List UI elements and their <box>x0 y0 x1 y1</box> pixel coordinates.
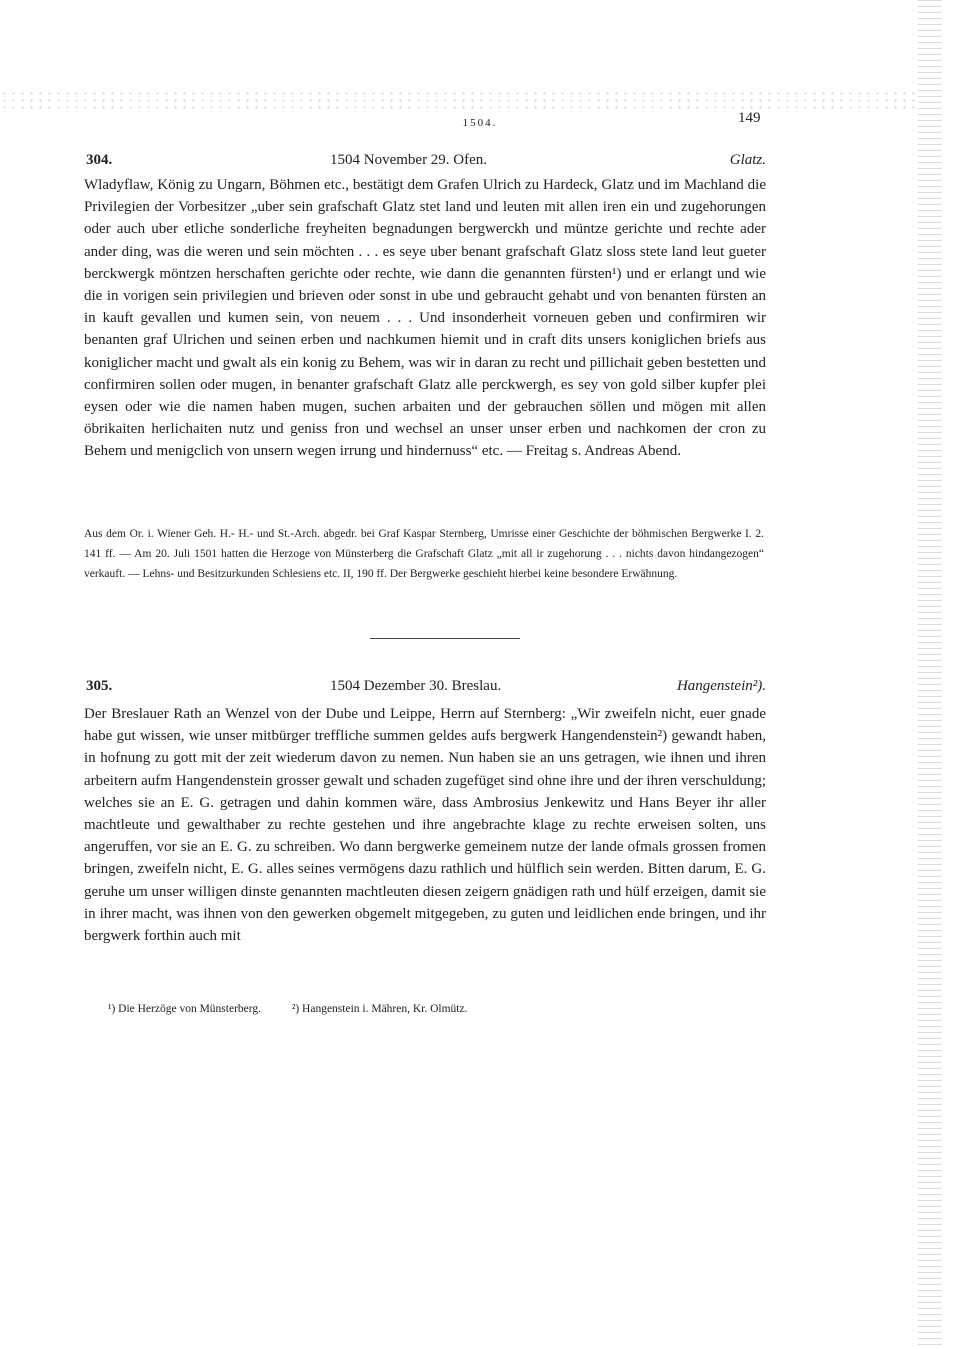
doc-304-text: Wladyflaw, König zu Ungarn, Böhmen etc., bestätigt dem Grafen Ulrich zu Hardeck, Glatz und im Machland die Privilegien der Vorbesitzer „uber sein grafschaft Glatz stet land und leuten mit allen iren ein und zugehorungen oder auch uber etliche sonderliche freyheiten begnadungen bergwerckh und müntze gerichte und rechte ader ander ding, was die weren und sein möchten . . . es seye uber benant grafschaft Glatz sloss stete land leut gueter berckwergk möntzen herschaften gerichte oder rechte, wie dann die genannten fürsten¹) und er erlangt und wie die in vorigen sein privilegien und brieven oder sonst in ube und gebraucht gehabt und von benanten fürsten an in kauft gevallen und kumen sein, von neuem . . . Und insonderheit vorneuen geben und confirmiren wir benanten graf Ulrichen und seinen erben und nachkumen hiemit und in craft dits unsers koniglichen briefs aus koniglicher macht und gwalt als ein konig zu Behem, was wir in daran zu recht und pillichait geben bestetten und confirmiren sollen oder mugen, in benanter grafschaft Glatz alle perckwergh, es sey von gold silber kupfer plei eysen oder wie die namen haben mugen, suchen arbaiten und der gebrauchen söllen und mögen mit allen öbrikaiten herlichaiten nutz und geniss fron und wechsel an unser unser erben und nachkomen der cron zu Behem und menigclich von unsern wegen irrung und hindernuss“ etc. — Freitag s. Andreas Abend. <box>84 177 766 460</box>
doc-304-number: 304. <box>86 152 113 168</box>
doc-304-heading <box>86 152 766 174</box>
doc-304-place: Glatz. <box>729 152 766 168</box>
footnotes <box>108 1003 728 1015</box>
footnote-1: ¹) Die Herzöge von Münsterberg. <box>108 1003 262 1015</box>
doc-304-date: 1504 November 29. Ofen. <box>330 152 488 168</box>
page-number: 149 <box>738 110 761 126</box>
section-divider <box>370 638 520 639</box>
footnote-2: ²) Hangenstein i. Mähren, Kr. Olmütz. <box>291 1003 468 1015</box>
scan-edge-marks <box>918 0 942 1349</box>
doc-305-place: Hangenstein²). <box>676 678 766 694</box>
scan-noise <box>0 90 920 112</box>
doc-305-date: 1504 Dezember 30. Breslau. <box>330 678 502 694</box>
doc-305-heading <box>86 678 766 700</box>
doc-304-source-note: Aus dem Or. i. Wiener Geh. H.- H.- und St.-Arch. abgedr. bei Graf Kaspar Sternberg, Umrisse einer Geschichte der böhmischen Bergwerke I. 2. 141 ff. — Am 20. Juli 1501 hatten die Herzoge von Münsterberg die Grafschaft Glatz „mit all ir zugehorung . . . nichts davon hindangezogen“ verkauft. — Lehns- und Besitzurkunden Schlesiens etc. II, 190 ff. Der Bergwerke geschieht hierbei keine besondere Erwähnung. <box>84 528 764 580</box>
running-head-year: 1504. <box>462 117 498 129</box>
doc-305-text: Der Breslauer Rath an Wenzel von der Dube und Leippe, Herrn auf Sternberg: „Wir zweifeln nicht, euer gnade habe gut wissen, wie unser mitbürger treffliche summen geldes aufs bergwerk Hangendenstein²) gewandt haben, in hofnung zu gott mit der zeit wiederum davon zu nemen. Nun haben sie an uns getragen, wie ihnen und ihren arbeitern aufm Hangendenstein grosser gewalt und schaden zugefüget sind ohne ihre und der ihren verschuldung; welches sie an E. G. getragen und dahin kommen wäre, dass Ambrosius Jenkewitz und Hans Beyer ihr aller machtleute und gewalthaber zu rechte gestehen und ihre angebrachte klage zu rechte erweisen solten, uns angeruffen, vor sie an E. G. zu schreiben. Wo dann bergwerke gemeinem nutze der lande ofmals grossen fromen bringen, zweifeln nicht, E. G. alles seines vermögens dazu rathlich und hülflich sein werden. Bitten darum, E. G. geruhe um unser willigen dinste genannten machtleuten diesen zeigern gnädigen rath und hülf erzeigen, damit sie in ihrer macht, was ihnen von den gewerken obgemelt mitgegeben, zu guten und leidlichen ende bringen, und ihr bergwerk forthin auch mit <box>84 706 766 945</box>
doc-305-number: 305. <box>86 678 113 694</box>
